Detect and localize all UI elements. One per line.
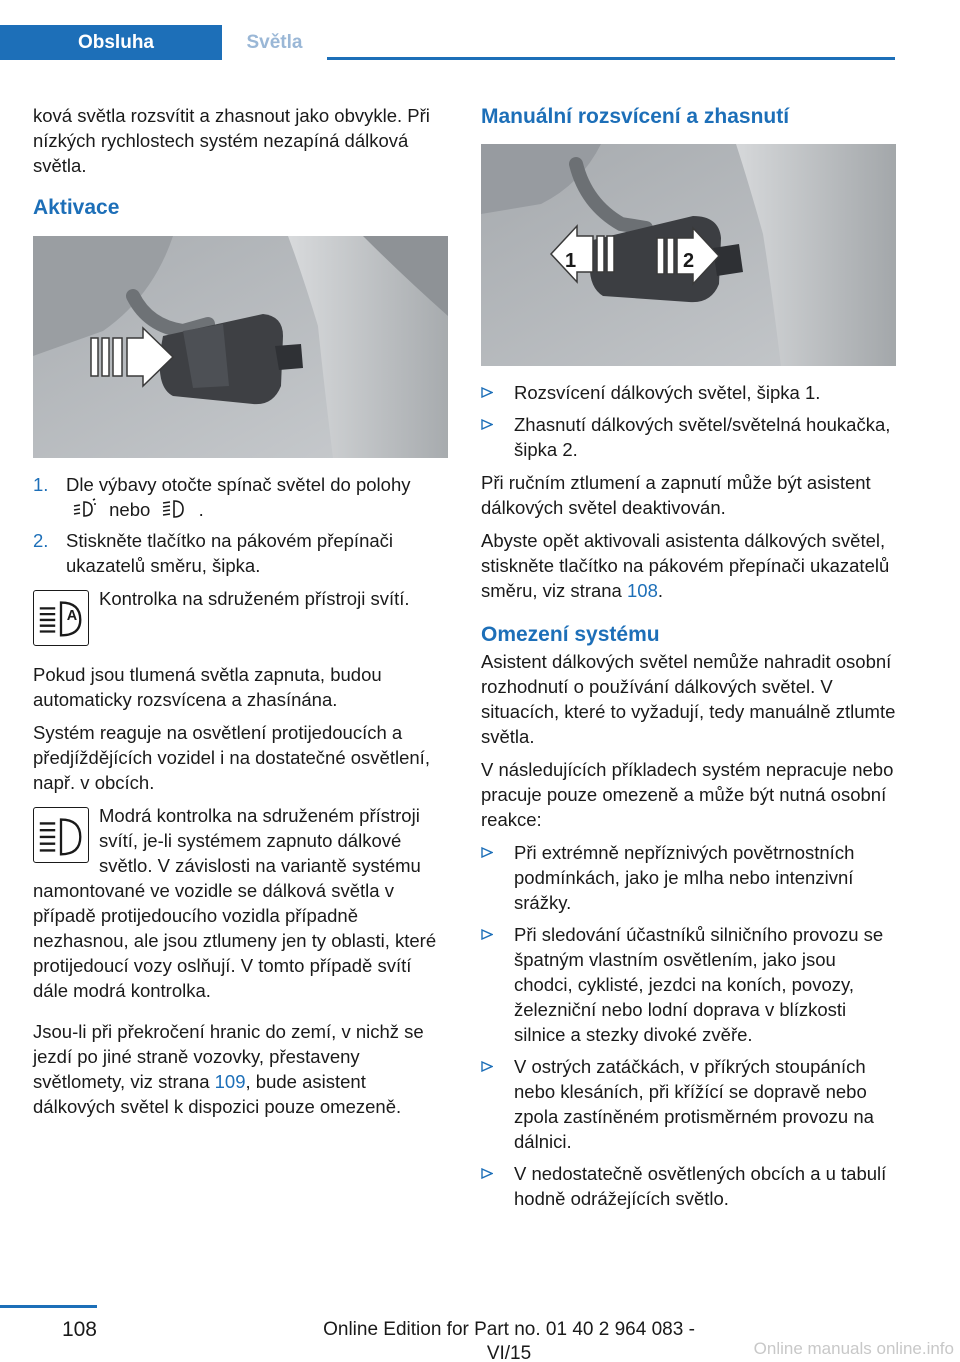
tab-svetla[interactable]: Světla (222, 25, 327, 60)
indicator-high-beam-text: Modrá kontrolka na sdruženém přístroji svítí, je-li systémem zapnuto dálkové světlo. V závislosti na variantě systému namontované ve vozidle se dálková světla v případě protijedoucího vozidla případně nezhasnou, ale jsou ztlumeny jen ty oblasti, které protijedoucí vozy oslňují. V tomto případě svítí dále modrá kontrolka. (33, 805, 437, 1001)
paragraph-limits-intro: Asistent dálkových světel nemůže nahradit osobní rozhodnutí o používání dálkových světel. V situacích, které to vyžadují, tedy manuálně ztlumte světla. (481, 651, 896, 747)
chapter-tabs (0, 25, 895, 60)
list-item (481, 1054, 896, 1154)
step-number: 1. (33, 474, 49, 495)
limits-list (481, 840, 896, 1211)
step-text: Stiskněte tlačítko na pákovém přepínači ukazatelů směru, šipka. (66, 530, 394, 576)
high-beam-indicator-icon (33, 807, 89, 863)
photo-label-2: 2 (683, 250, 695, 272)
left-column (33, 103, 448, 1127)
triangle-bullet-icon (481, 387, 493, 398)
list-item (481, 922, 896, 1047)
edition-note: Online Edition for Part no. 01 40 2 964 083 - VI/15 (323, 1319, 695, 1362)
paragraph-low-beam: Pokud jsou tlumená světla zapnuta, budou automaticky rozsvícena a zhasínána. (33, 664, 382, 710)
activation-steps (33, 472, 448, 578)
step-text-end: . (198, 499, 204, 520)
lever-illustration (33, 236, 448, 458)
heading-manual: Manuální rozsvícení a zhasnutí (481, 105, 790, 128)
low-beam-switch-icon (161, 498, 187, 520)
tab-obsluha[interactable]: Obsluha (0, 25, 222, 60)
paragraph-reaction: Systém reaguje na osvětlení protijedoucích a předjíždějících vozidel i na dostatečné osvětlení, např. v obcích. (33, 722, 430, 793)
step-number: 2. (33, 530, 49, 551)
border-text-b: , bude asistent dálkových světel k dispozici pouze omezeně. (33, 1071, 402, 1117)
svg-text:A: A (66, 607, 78, 624)
lever-photo-activation (33, 236, 448, 458)
triangle-bullet-icon (481, 847, 493, 858)
bullet-text: Rozsvícení dálkových světel, šipka 1. (514, 382, 821, 403)
list-item (481, 412, 896, 462)
triangle-bullet-icon (481, 1168, 493, 1179)
triangle-bullet-icon (481, 929, 493, 940)
paragraph-deactivation: Při ručním ztlumení a zapnutí může být asistent dálkových světel deaktivován. (481, 472, 871, 518)
bullet-text: Zhasnutí dálkových světel/světelná houkačka, šipka 2. (514, 414, 891, 460)
page-number: 108 (61, 1318, 97, 1341)
intro-paragraph: ková světla rozsvítit a zhasnout jako obvykle. Při nízkých rychlostech systém nezapíná dálková světla. (33, 105, 430, 176)
list-item (481, 1161, 896, 1211)
limit-text: V ostrých zatáčkách, v příkrých stoupáních nebo klesáních, při křížící se dopravě nebo zpola zastíněném protisměrném provozu na dálnici. (514, 1056, 874, 1152)
indicator-auto-high-beam (33, 586, 448, 654)
list-item (481, 840, 896, 915)
manual-bullets (481, 380, 896, 462)
auto-light-switch-icon (72, 498, 98, 520)
limit-text: V nedostatečně osvětlených obcích a u tabulí hodně odrážejících světlo. (514, 1163, 887, 1209)
page-link-108[interactable]: 108 (627, 580, 658, 601)
step-text-or: nebo (109, 499, 151, 520)
limit-text: Při sledování účastníků silničního provozu se špatným vlastním osvětlením, jako jsou chodci, cyklisté, jezdci na koních, povozy, železniční nebo lodní doprava v blízkosti silnice a stezky divoké zvěře. (514, 924, 884, 1045)
paragraph-limits-examples: V následujících příkladech systém nepracuje nebo pracuje pouze omezeně a může být nutná osobní reakce: (481, 759, 894, 830)
high-beam-assistant-indicator-icon (33, 590, 89, 646)
paragraph-reactivation (481, 528, 896, 603)
step-1 (33, 472, 448, 522)
heading-activation: Aktivace (33, 196, 120, 219)
photo-label-1: 1 (565, 250, 577, 272)
indicator-auto-text: Kontrolka na sdruženém přístroji svítí. (99, 588, 410, 609)
paragraph-border-crossing (33, 1019, 448, 1119)
triangle-bullet-icon (481, 419, 493, 430)
border-text-a: Jsou-li při překročení hranic do zemí, v nichž se jezdí po jiné straně vozovky, přestaveny světlomety, viz strana (33, 1021, 424, 1092)
watermark: Online manuals online.info (753, 1339, 954, 1358)
lever-illustration-manual (481, 144, 896, 366)
lever-photo-manual (481, 144, 896, 366)
footer-rule (0, 1305, 97, 1308)
reactivation-text-a: Abyste opět aktivovali asistenta dálkových světel, stiskněte tlačítko na pákovém přepínači ukazatelů směru, viz strana (481, 530, 890, 601)
list-item (481, 380, 896, 405)
step-text: Dle výbavy otočte spínač světel do polohy (66, 474, 411, 495)
reactivation-text-b: . (657, 580, 664, 601)
page-link-109[interactable]: 109 (214, 1071, 246, 1092)
heading-limits: Omezení systému (481, 623, 660, 646)
indicator-high-beam (33, 803, 448, 1003)
limit-text: Při extrémně nepříznivých povětrnostních podmínkách, jako je mlha nebo intenzivní srážky. (514, 842, 855, 913)
triangle-bullet-icon (481, 1061, 493, 1072)
step-2 (33, 528, 448, 578)
right-column (481, 103, 896, 1219)
